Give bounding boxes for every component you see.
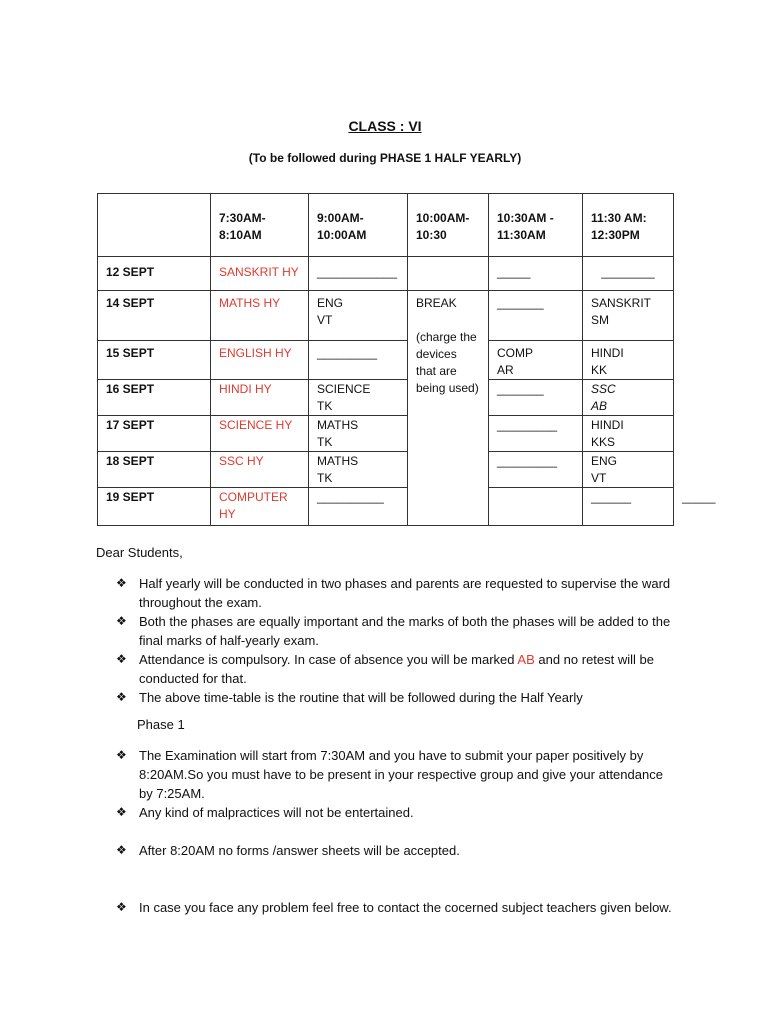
diamond-bullet-icon: ❖ [116,748,127,762]
row-exam: ENGLISH HY [211,341,309,380]
diamond-bullet-icon: ❖ [116,843,127,857]
list-item [116,841,676,860]
note-text: The Examination will start from 7:30AM and you have to submit your paper positively by 8:20AM.So you must have to be present in your respective group and give your attendance by 7:25AM. [139,748,663,801]
row-exam: SCIENCE HY [211,416,309,452]
row-slot: MATHS TK [309,416,408,452]
list-item [116,574,676,612]
timetable-header-row [98,194,674,257]
break-cell: BREAK (charge the devices that are being used) [408,291,489,526]
table-row [98,291,674,341]
row-slot-empty [408,257,489,291]
diamond-bullet-icon: ❖ [116,805,127,819]
table-row [98,380,674,416]
row-date: 12 SEPT [98,257,211,291]
diamond-bullet-icon: ❖ [116,614,127,628]
greeting: Dear Students, [96,545,183,560]
table-row [98,452,674,488]
row-slot: ____________ [309,257,408,291]
attendance-text-start: Attendance is compulsory. In case of absence you will be marked [139,652,518,667]
row-slot-empty [489,488,583,526]
header-slot-1130: 11:30 AM: 12:30PM [583,194,674,257]
row-exam: HINDI HY [211,380,309,416]
table-row: 19 SEPT COMPUTER HY __________ ______ _____ [98,488,674,526]
table-row [98,416,674,452]
row-slot: _____ [489,257,583,291]
row-slot: COMP AR [489,341,583,380]
row-exam: SANSKRIT HY [211,257,309,291]
table-row [98,257,674,291]
notes-list-4 [116,898,676,917]
row-slot: _________ [489,416,583,452]
page-subtitle: (To be followed during PHASE 1 HALF YEARLY) [248,151,522,165]
row-slot: _________ [309,341,408,380]
header-slot-1030: 10:30AM - 11:30AM [489,194,583,257]
header-slot-1000: 10:00AM- 10:30 [408,194,489,257]
header-slot-0730: 7:30AM- 8:10AM [211,194,309,257]
row-date: 15 SEPT [98,341,211,380]
row-exam: MATHS HY [211,291,309,341]
page-title: CLASS : VI [348,118,422,134]
row-exam: SSC HY [211,452,309,488]
header-empty [98,194,211,257]
list-item [116,746,676,803]
notes-list-3 [116,841,676,860]
note-text: The above time-table is the routine that will be followed during the Half Yearly [139,690,583,705]
diamond-bullet-icon: ❖ [116,900,127,914]
list-item [116,803,676,822]
row-date: 18 SEPT [98,452,211,488]
list-item [116,898,676,917]
row-slot: ENG VT [583,452,674,488]
row-date: 14 SEPT [98,291,211,341]
note-text: Any kind of malpractices will not be entertained. [139,805,414,820]
list-item [116,650,676,688]
row-slot: SCIENCE TK [309,380,408,416]
table-row [98,341,674,380]
list-item [116,612,676,650]
row-slot: SANSKRIT SM [583,291,674,341]
row-date: 17 SEPT [98,416,211,452]
row-slot: SSC AB [583,380,674,416]
notes-list-2 [116,746,676,822]
row-slot: HINDI KK [583,341,674,380]
note-text: Both the phases are equally important and the marks of both the phases will be added to the final marks of half-yearly exam. [139,614,671,648]
note-text: In case you face any problem feel free to contact the cocerned subject teachers given below. [139,900,672,915]
row-slot: _______ [489,380,583,416]
timetable [97,193,716,526]
row-slot: MATHS TK [309,452,408,488]
row-slot: HINDI KKS [583,416,674,452]
note-text: Half yearly will be conducted in two phases and parents are requested to supervise the ward throughout the exam. [139,576,671,610]
row-slot: _______ [489,291,583,341]
row-slot: ________ [583,257,674,291]
list-item [116,688,676,707]
absent-mark: AB [517,652,535,667]
diamond-bullet-icon: ❖ [116,652,127,666]
header-slot-0900: 9:00AM- 10:00AM [309,194,408,257]
row-date: 16 SEPT [98,380,211,416]
notes-list [116,574,676,707]
row-slot: ______ [583,488,674,526]
row-exam: COMPUTER HY [211,488,309,526]
row-slot: ENG VT [309,291,408,341]
row-date: 19 SEPT [98,488,211,526]
diamond-bullet-icon: ❖ [116,576,127,590]
diamond-bullet-icon: ❖ [116,690,127,704]
row-slot: __________ [309,488,408,526]
phase-label: Phase 1 [137,717,185,732]
row-slot: _________ [489,452,583,488]
note-text: After 8:20AM no forms /answer sheets will be accepted. [139,843,460,858]
attendance-text-end: and no retest will be conducted for that. [139,652,654,686]
